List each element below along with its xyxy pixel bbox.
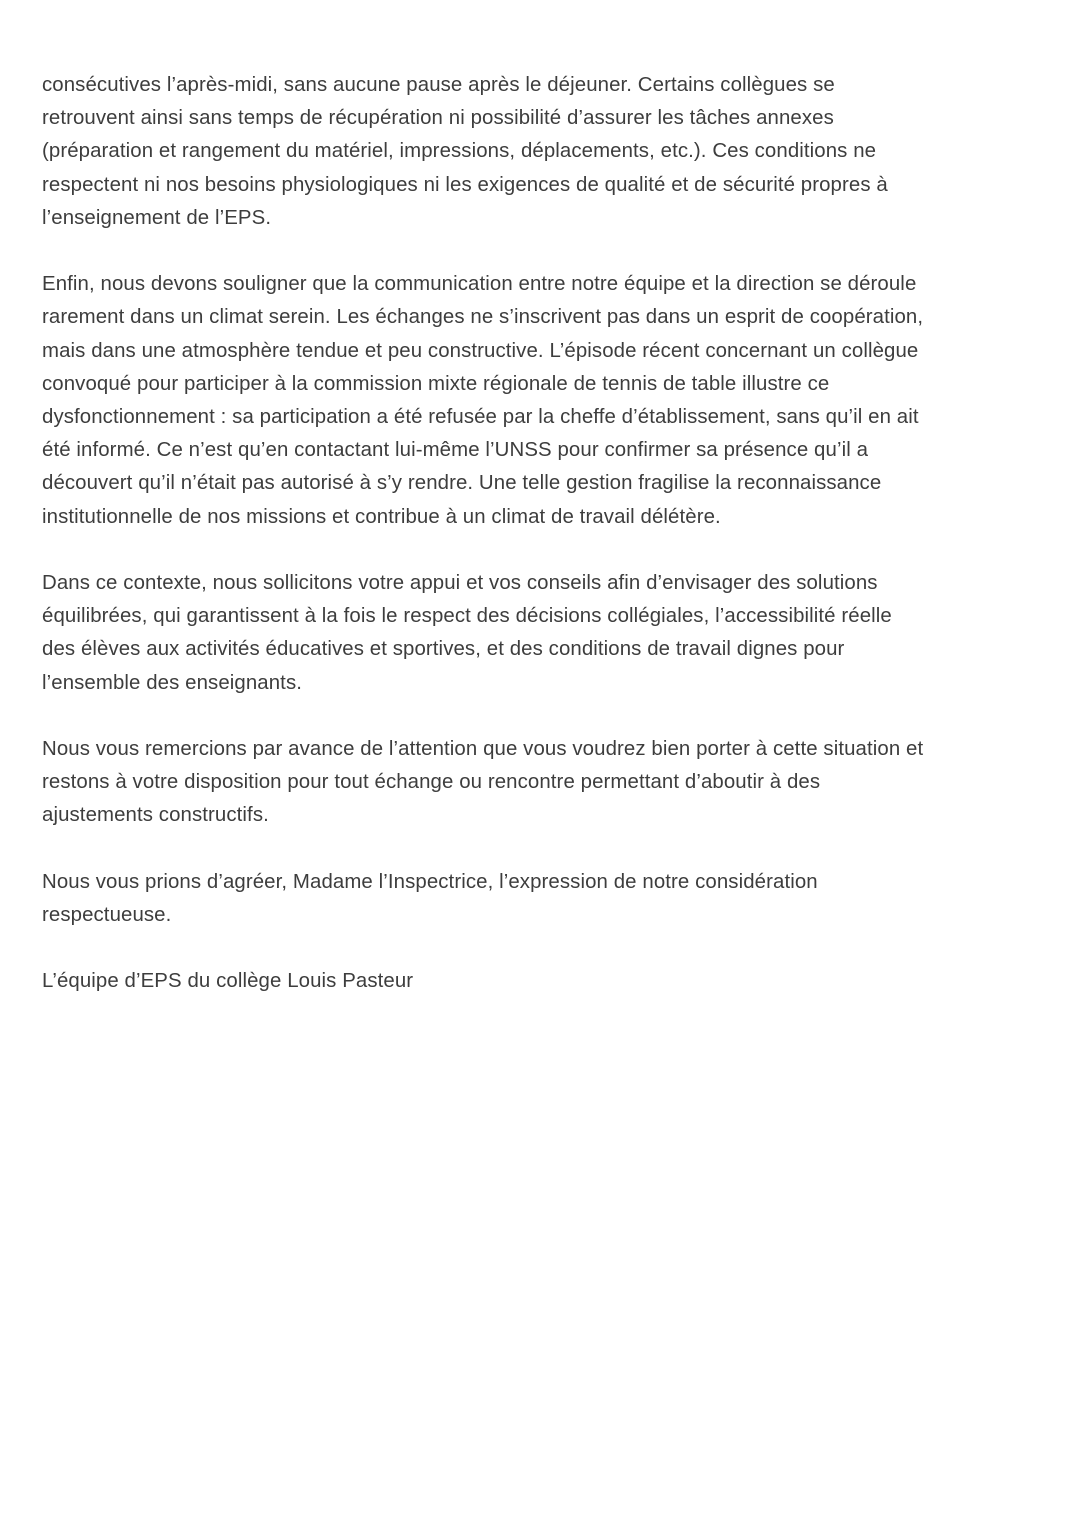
paragraph-closing-formula <box>42 866 1042 932</box>
paragraph-communication <box>42 268 1042 534</box>
text-line: convoqué pour participer à la commission mixte régionale de tennis de table illustre ce <box>42 372 830 395</box>
text-line: respectueuse. <box>42 904 172 927</box>
paragraph-request <box>42 567 1042 700</box>
paragraph-thanks <box>42 733 1042 833</box>
text-line: retrouvent ainsi sans temps de récupération ni possibilité d’assurer les tâches annexes <box>42 107 834 130</box>
text-line: restons à votre disposition pour tout échange ou rencontre permettant d’aboutir à des <box>42 771 821 794</box>
signature-line: L’équipe d’EPS du collège Louis Pasteur <box>42 970 414 993</box>
text-line: des élèves aux activités éducatives et sportives, et des conditions de travail dignes pour <box>42 638 845 661</box>
text-line: consécutives l’après-midi, sans aucune pause après le déjeuner. Certains collègues se <box>42 74 835 96</box>
text-line: l’enseignement de l’EPS. <box>42 206 272 229</box>
text-line: découvert qu’il n’était pas autorisé à s’y rendre. Une telle gestion fragilise la reconnaissance <box>42 472 882 495</box>
text-line: rarement dans un climat serein. Les échanges ne s’inscrivent pas dans un esprit de coopération, <box>42 306 924 329</box>
signature <box>42 965 1042 998</box>
text-line: été informé. Ce n’est qu’en contactant lui-même l’UNSS pour confirmer sa présence qu’il a <box>42 439 869 462</box>
paragraph-working-conditions <box>42 69 1042 235</box>
text-line: Nous vous prions d’agréer, Madame l’Inspectrice, l’expression de notre considération <box>42 870 818 893</box>
text-line: l’ensemble des enseignants. <box>42 671 303 694</box>
text-line: Enfin, nous devons souligner que la communication entre notre équipe et la direction se déroule <box>42 273 917 296</box>
text-line: ajustements constructifs. <box>42 804 269 827</box>
text-line: institutionnelle de nos missions et contribue à un climat de travail délétère. <box>42 505 721 528</box>
text-line: respectent ni nos besoins physiologiques ni les exigences de qualité et de sécurité propres à <box>42 173 888 196</box>
text-line: équilibrées, qui garantissent à la fois le respect des décisions collégiales, l’accessibilité réelle <box>42 605 892 628</box>
letter-body <box>42 69 1042 1032</box>
text-line: Dans ce contexte, nous sollicitons votre appui et vos conseils afin d’envisager des solutions <box>42 572 878 595</box>
text-line: mais dans une atmosphère tendue et peu constructive. L’épisode récent concernant un collègue <box>42 339 919 362</box>
text-line: (préparation et rangement du matériel, impressions, déplacements, etc.). Ces conditions ne <box>42 140 877 163</box>
text-line: Nous vous remercions par avance de l’attention que vous voudrez bien porter à cette situation et <box>42 738 924 761</box>
text-line: dysfonctionnement : sa participation a été refusée par la cheffe d’établissement, sans qu’il en ait <box>42 406 919 429</box>
